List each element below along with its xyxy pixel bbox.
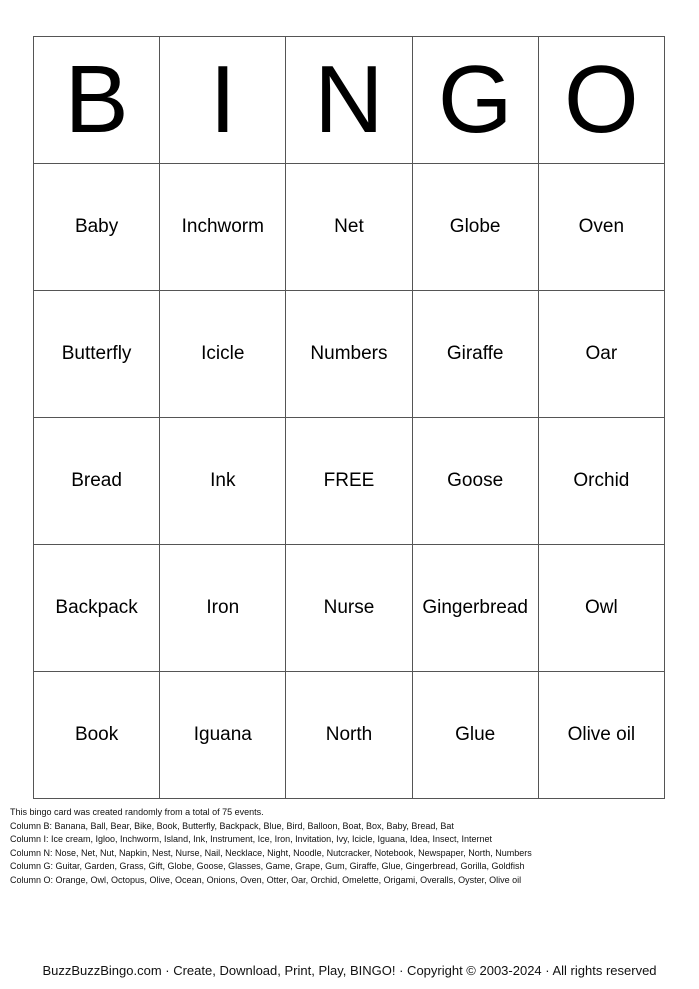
bingo-card — [33, 36, 665, 799]
header-letter-g: G — [412, 37, 538, 164]
bingo-cell: Iron — [160, 545, 286, 672]
bingo-cell: Backpack — [34, 545, 160, 672]
notes-column-o: Column O: Orange, Owl, Octopus, Olive, Ocean, Onions, Oven, Otter, Oar, Orchid, Omelette, Origami, Overalls, Oyster, Olive oil — [10, 874, 522, 885]
bingo-row — [34, 291, 665, 418]
header-letter-b: B — [34, 37, 160, 164]
bingo-cell: Book — [34, 672, 160, 799]
header-letter-n: N — [286, 37, 412, 164]
bingo-cell: Bread — [34, 418, 160, 545]
bingo-row — [34, 164, 665, 291]
bingo-cell: Nurse — [286, 545, 412, 672]
bingo-cell: Olive oil — [538, 672, 664, 799]
notes-intro: This bingo card was created randomly from a total of 75 events. — [10, 807, 264, 817]
bingo-cell: Iguana — [160, 672, 286, 799]
header-letter-o: O — [538, 37, 664, 164]
bingo-cell: Glue — [412, 672, 538, 799]
bingo-cell: Owl — [538, 545, 664, 672]
card-notes — [10, 806, 690, 887]
notes-column-b: Column B: Banana, Ball, Bear, Bike, Book, Butterfly, Backpack, Blue, Bird, Balloon, Boat, Box, Baby, Bread, Bat — [10, 820, 454, 831]
bingo-free-cell: FREE — [286, 418, 412, 545]
notes-column-i: Column I: Ice cream, Igloo, Inchworm, Island, Ink, Instrument, Ice, Iron, Invitation, Ivy, Icicle, Iguana, Idea, Insect, Internet — [10, 834, 493, 844]
notes-column-g: Column G: Guitar, Garden, Grass, Gift, Globe, Goose, Glasses, Game, Grape, Gum, Giraffe, Glue, Gingerbread, Gorilla, Goldfish — [10, 861, 525, 871]
bingo-row — [34, 672, 665, 799]
header-letter-i: I — [160, 37, 286, 164]
bingo-cell: Inchworm — [160, 164, 286, 291]
bingo-cell: Icicle — [160, 291, 286, 418]
bingo-cell: Orchid — [538, 418, 664, 545]
bingo-row — [34, 418, 665, 545]
bingo-cell: Net — [286, 164, 412, 291]
bingo-cell: Globe — [412, 164, 538, 291]
bingo-row — [34, 545, 665, 672]
notes-column-n: Column N: Nose, Net, Nut, Napkin, Nest, Nurse, Nail, Necklace, Night, Noodle, Nutcracker, Notebook, Newspaper, North, Numbers — [10, 847, 532, 858]
bingo-cell: Gingerbread — [412, 545, 538, 672]
page-footer: BuzzBuzzBingo.com · Create, Download, Print, Play, BINGO! · Copyright © 2003-2024 · All rights reserved — [42, 963, 657, 978]
bingo-cell: Goose — [412, 418, 538, 545]
bingo-cell: Baby — [34, 164, 160, 291]
bingo-header-row — [34, 37, 665, 164]
bingo-cell: Ink — [160, 418, 286, 545]
bingo-cell: Butterfly — [34, 291, 160, 418]
bingo-cell: Numbers — [286, 291, 412, 418]
bingo-cell: North — [286, 672, 412, 799]
bingo-cell: Oven — [538, 164, 664, 291]
bingo-cell: Oar — [538, 291, 664, 418]
bingo-cell: Giraffe — [412, 291, 538, 418]
